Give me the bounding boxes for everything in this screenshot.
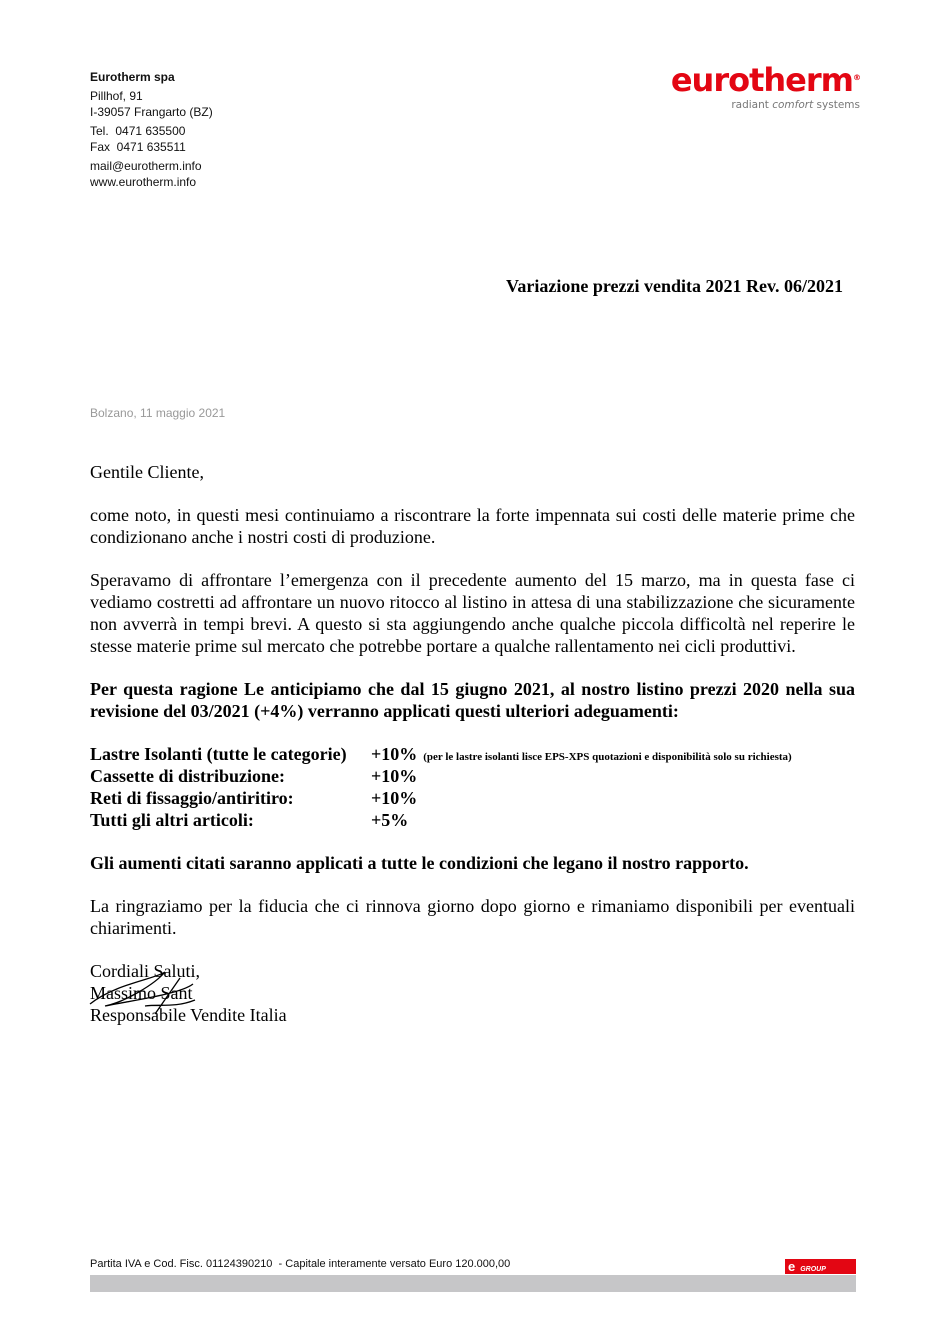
footer-bar [90, 1275, 856, 1292]
price-change-row [90, 787, 855, 809]
eurotherm-logo [671, 62, 860, 112]
price-change-row [90, 743, 855, 765]
closing-paragraph: La ringraziamo per la fiducia che ci rinnova giorno dopo giorno e rimaniamo disponibili per eventuali chiarimenti. [90, 896, 855, 938]
bold-statement: Gli aumenti citati saranno applicati a tutte le condizioni che legano il nostro rapporto. [90, 853, 749, 873]
item-name: Reti di fissaggio/antiritiro: [90, 788, 294, 808]
letter-date: Bolzano, 11 maggio 2021 [90, 406, 226, 420]
tagline-part: comfort [772, 99, 814, 111]
fax: Fax 0471 635511 [90, 140, 186, 154]
item-change: +10% [371, 788, 418, 808]
paragraph: come noto, in questi mesi continuiamo a riscontrare la forte impennata sui costi delle materie prime che condizionano anche i nostri costi di produzione. [90, 505, 855, 547]
company-name: Eurotherm spa [90, 70, 175, 84]
e-group-badge [785, 1259, 856, 1274]
signoff [90, 960, 855, 1026]
item-change: +10% [371, 766, 418, 786]
tagline-part: systems [813, 99, 860, 111]
signer-role: Responsabile Vendite Italia [90, 1005, 287, 1025]
item-name: Tutti gli altri articoli: [90, 810, 254, 830]
price-change-row [90, 765, 855, 787]
group-label: GROUP [800, 1266, 826, 1273]
logo-tagline [671, 98, 860, 112]
item-name: Cassette di distribuzione: [90, 766, 285, 786]
document-title: Variazione prezzi vendita 2021 Rev. 06/2021 [506, 276, 843, 296]
address-city: I-39057 Frangarto (BZ) [90, 105, 213, 119]
price-change-list [90, 743, 855, 831]
company-address [90, 69, 213, 190]
price-change-row [90, 809, 855, 831]
registered-mark: ® [853, 73, 860, 82]
website: www.eurotherm.info [90, 175, 197, 189]
paragraph: Speravamo di affrontare l’emergenza con il precedente aumento del 15 marzo, ma in questa fase ci vediamo costretti ad affrontare un nuovo ritocco al listino in attesa di una stabilizzazione che sicuramente non avverrà in tempi brevi. A questo si sta aggiungendo anche qualche piccola difficoltà nel reperire le stesse materie prime sul mercato che potrebbe portare a qualche rallentamento nei cicli produttivi. [90, 570, 855, 656]
phone: Tel. 0471 635500 [90, 124, 186, 138]
paragraph-bold: Per questa ragione Le anticipiamo che dal 15 giugno 2021, al nostro listino prezzi 2020 nella sua revisione del 03/2021 (+4%) verranno applicati questi ulteriori adeguamenti: [90, 679, 855, 721]
address-street: Pillhof, 91 [90, 89, 143, 103]
item-note: (per le lastre isolanti lisce EPS-XPS quotazioni e disponibilità solo su richiesta) [423, 751, 792, 763]
signer-name: Massimo Sant [90, 983, 193, 1003]
footer-legal: Partita IVA e Cod. Fisc. 01124390210 - Capitale interamente versato Euro 120.000,00 [90, 1258, 511, 1270]
salutation: Cordiali Saluti, [90, 961, 200, 981]
item-change: +10% [371, 744, 418, 764]
greeting: Gentile Cliente, [90, 462, 204, 482]
email: mail@eurotherm.info [90, 159, 202, 173]
logo-word: eurotherm [670, 61, 853, 99]
e-logo-icon: e [788, 1259, 796, 1274]
item-change: +5% [371, 810, 409, 830]
letter-body [90, 461, 855, 1026]
tagline-part: radiant [731, 99, 773, 111]
item-name: Lastre Isolanti (tutte le categorie) [90, 744, 347, 764]
